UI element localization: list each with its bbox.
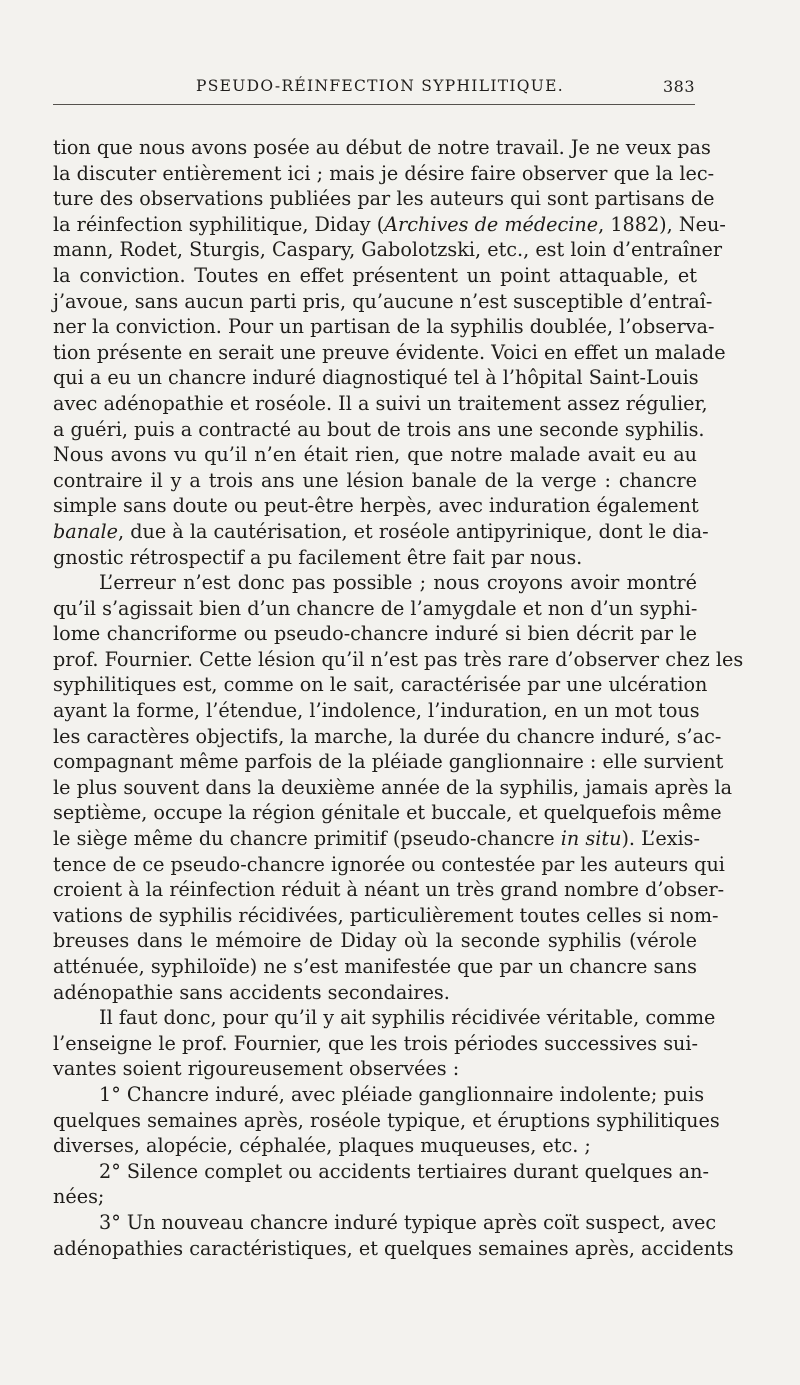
text-segment: ayant la forme, l’étendue, l’indolence, l’induration, en un mot tous: [53, 699, 700, 723]
text-segment: tion que nous avons posée au début de notre travail. Je ne veux pas: [53, 136, 711, 159]
text-line: [53, 1159, 709, 1185]
text-line: [53, 647, 744, 673]
text-segment: L’erreur n’est donc pas possible ; nous croyons avoir montré: [99, 571, 697, 595]
text-segment: gnostic rétrospectif a pu facilement être fait par nous.: [53, 545, 583, 569]
text-segment: avec adénopathie et roséole. Il a suivi un traitement assez régulier,: [53, 391, 708, 415]
text-line: [53, 1082, 705, 1108]
text-segment: atténuée, syphiloïde) ne s’est manifestée que par un chancre sans: [53, 955, 697, 978]
text-line: [53, 263, 697, 289]
text-segment: simple sans doute ou peut-être herpès, avec induration également: [53, 494, 699, 518]
text-segment: lome chancriforme ou pseudo-chancre induré si bien décrit par le: [53, 622, 697, 646]
text-segment: croient à la réinfection réduit à néant un très grand nombre d’obser-: [53, 878, 725, 902]
text-segment: compagnant même parfois de la pléiade ganglionnaire : elle survient: [53, 750, 724, 774]
text-segment: 3° Un nouveau chancre induré typique après coït suspect, avec: [99, 1210, 717, 1234]
text-line: [53, 775, 733, 801]
text-line: [53, 1108, 720, 1134]
text-line: [53, 417, 705, 443]
text-line: [53, 749, 724, 775]
text-line: [53, 954, 697, 980]
text-segment: , 1882), Neu-: [598, 212, 726, 236]
text-line: [53, 621, 697, 647]
text-segment: mann, Rodet, Sturgis, Caspary, Gabolotzski, etc., est loin d’entraîner: [53, 238, 723, 262]
text-line: [53, 1031, 697, 1057]
text-line: [53, 1184, 697, 1210]
text-segment: le plus souvent dans la deuxième année de la syphilis, jamais après la: [53, 775, 733, 799]
text-line: [53, 877, 725, 903]
text-segment: vantes soient rigoureusement observées :: [53, 1057, 460, 1081]
text-line: [53, 1210, 717, 1236]
running-title: PSEUDO-RÉINFECTION SYPHILITIQUE.: [195, 77, 565, 95]
text-segment: adénopathie sans accidents secondaires.: [53, 980, 450, 1004]
text-segment: adénopathies caractéristiques, et quelques semaines après, accidents: [53, 1236, 734, 1260]
text-segment: breuses dans le mémoire de Diday où la seconde syphilis (vérole: [53, 929, 697, 953]
italic-text: banale: [53, 519, 119, 543]
text-segment: , due à la cautérisation, et roséole antipyrinique, dont le dia-: [118, 519, 709, 543]
text-line: [53, 1005, 716, 1031]
text-segment: quelques semaines après, roséole typique, et éruptions syphilitiques: [53, 1108, 720, 1132]
text-segment: le siège même du chancre primitif (pseudo-chancre: [53, 827, 561, 851]
text-line: [53, 493, 697, 519]
text-segment: qu’il s’agissait bien d’un chancre de l’amygdale et non d’un syphi-: [53, 596, 698, 620]
body-text: [53, 135, 744, 1261]
text-line: [53, 391, 708, 417]
text-segment: ture des observations publiées par les auteurs qui sont partisans de: [53, 187, 715, 211]
text-line: [53, 186, 715, 212]
italic-text: in situ: [560, 827, 622, 851]
text-line: [53, 1133, 697, 1159]
running-header: [53, 77, 695, 101]
text-line: [53, 468, 697, 494]
text-segment: ). L’exis-: [621, 827, 701, 851]
text-segment: 1° Chancre induré, avec pléiade ganglionnaire indolente; puis: [99, 1082, 705, 1106]
italic-text: Archives de médecine: [384, 212, 599, 236]
text-segment: j’avoue, sans aucun parti pris, qu’aucune n’est susceptible d’entraî-: [53, 289, 713, 313]
text-line: [53, 314, 715, 340]
text-line: [53, 545, 697, 571]
text-segment: 2° Silence complet ou accidents tertiaires durant quelques an-: [99, 1159, 709, 1183]
text-line: [53, 1056, 697, 1082]
text-line: [53, 1236, 734, 1262]
text-line: [53, 724, 722, 750]
text-line: [53, 237, 723, 263]
text-segment: syphilitiques est, comme on le sait, caractérisée par une ulcération: [53, 673, 708, 697]
text-line: [53, 161, 715, 187]
text-segment: a guéri, puis a contracté au bout de trois ans une seconde syphilis.: [53, 417, 705, 441]
text-segment: septième, occupe la région génitale et buccale, et quelquefois même: [53, 801, 722, 825]
page-number: 383: [662, 77, 695, 96]
text-segment: tion présente en serait une preuve évidente. Voici en effet un malade: [53, 340, 726, 364]
text-line: [53, 570, 697, 596]
text-segment: ner la conviction. Pour un partisan de la syphilis doublée, l’observa-: [53, 315, 715, 339]
text-segment: tence de ce pseudo-chancre ignorée ou contestée par les auteurs qui: [53, 852, 725, 876]
text-line: [53, 928, 697, 954]
text-segment: prof. Fournier. Cette lésion qu’il n’est pas très rare d’observer chez les: [53, 647, 744, 671]
text-segment: la discuter entièrement ici ; mais je désire faire observer que la lec-: [53, 161, 715, 185]
text-segment: vations de syphilis récidivées, particulièrement toutes celles si nom-: [53, 903, 719, 927]
text-line: [53, 596, 697, 622]
text-line: [53, 852, 725, 878]
header-rule: [53, 104, 695, 105]
text-segment: diverses, alopécie, céphalée, plaques muqueuses, etc. ;: [53, 1134, 591, 1158]
text-line: [53, 903, 719, 929]
text-segment: Il faut donc, pour qu’il y ait syphilis récidivée véritable, comme: [99, 1006, 716, 1030]
text-line: [53, 442, 697, 468]
text-segment: contraire il y a trois ans une lésion banale de la verge : chancre: [53, 468, 697, 492]
text-segment: la conviction. Toutes en effet présentent un point attaquable, et: [53, 263, 697, 287]
text-line: [53, 826, 701, 852]
text-line: [53, 519, 709, 545]
text-line: [53, 135, 711, 161]
text-line: [53, 289, 713, 315]
text-segment: Nous avons vu qu’il n’en était rien, que notre malade avait eu au: [53, 443, 697, 467]
text-segment: nées;: [53, 1185, 105, 1209]
text-line: [53, 980, 697, 1006]
text-line: [53, 340, 726, 366]
text-line: [53, 800, 722, 826]
text-line: [53, 365, 697, 391]
text-line: [53, 698, 700, 724]
text-line: [53, 212, 726, 238]
text-segment: qui a eu un chancre induré diagnostiqué tel à l’hôpital Saint-Louis: [53, 366, 699, 390]
text-segment: l’enseigne le prof. Fournier, que les trois périodes successives sui-: [53, 1031, 699, 1055]
text-line: [53, 672, 708, 698]
text-segment: les caractères objectifs, la marche, la durée du chancre induré, s’ac-: [53, 724, 722, 748]
text-segment: la réinfection syphilitique, Diday (: [53, 212, 385, 236]
